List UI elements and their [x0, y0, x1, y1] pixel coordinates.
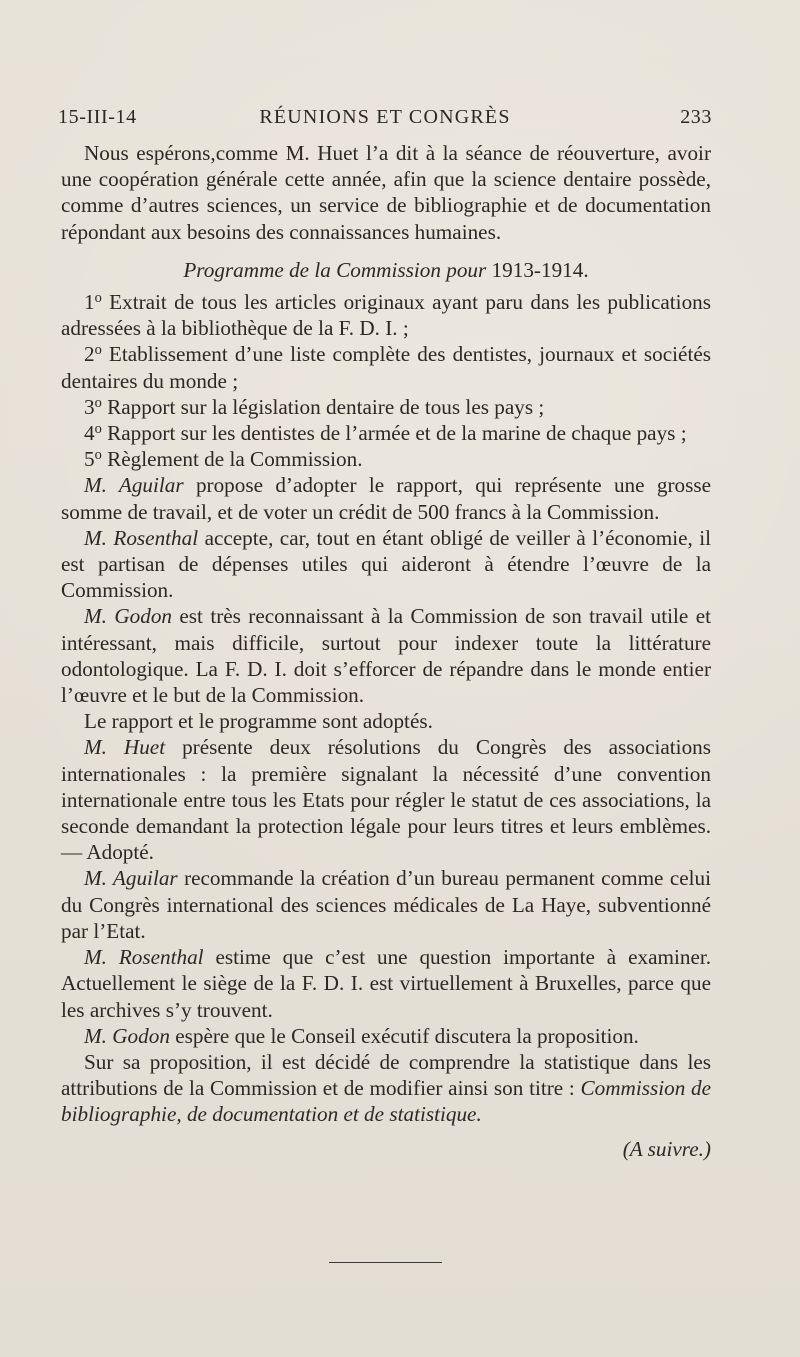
- program-item-text: Règlement de la Commission.: [107, 447, 363, 472]
- program-item-3: [61, 394, 711, 420]
- adoption-paragraph: [61, 708, 711, 734]
- speaker-statement: présente deux résolutions du Congrès des associations internationales : la première signalant la nécessité d’une convention internationale entre tous les Etats pour régler le statut de ces associations, la seconde demandant la protection légale pour leurs titres et leurs emblèmes. — Adopté.: [61, 735, 711, 865]
- program-item-2: [61, 341, 711, 393]
- final-paragraph-text: Sur sa proposition, il est décidé de comprendre la statistique dans les attributions de la Commission et de modifier ainsi son titre :: [61, 1049, 711, 1101]
- program-item-number: 3: [84, 394, 95, 419]
- program-item-text: Extrait de tous les articles originaux ayant paru dans les publications adressées à la bibliothèque de la F. D. I. ;: [61, 290, 712, 341]
- program-item-5: [61, 446, 711, 472]
- ordinal-marker: o: [94, 289, 102, 306]
- program-item-number: 4: [84, 421, 95, 446]
- article-body: [61, 140, 711, 1162]
- ordinal-marker: o: [94, 342, 102, 359]
- to-be-continued-note: [61, 1136, 711, 1162]
- discussion-paragraph: [61, 734, 711, 865]
- discussion-paragraph: [61, 865, 711, 944]
- speaker-name: M. Godon: [84, 604, 173, 629]
- ordinal-marker: o: [94, 447, 102, 464]
- discussion-paragraph: [61, 944, 711, 1023]
- program-item-text: Rapport sur la législation dentaire de tous les pays ;: [107, 394, 545, 419]
- header-date: 15-III-14: [58, 106, 137, 128]
- discussion-paragraph: [61, 525, 711, 604]
- program-heading-years: 1913-1914.: [491, 257, 589, 282]
- speaker-name: M. Aguilar: [84, 866, 178, 891]
- program-heading: [61, 257, 711, 283]
- speaker-name: M. Huet: [84, 735, 166, 760]
- program-item-text: Etablissement d’une liste complète des dentistes, journaux et sociétés dentaires du monde ;: [61, 342, 711, 393]
- adoption-statement: Le rapport et le programme sont adoptés.: [84, 709, 433, 734]
- speaker-name: M. Aguilar: [84, 473, 184, 498]
- speaker-statement: est très reconnaissant à la Commission de son travail utile et intéressant, mais difficile, surtout pour indexer toute la littérature odontologique. La F. D. I. doit s’efforcer de répandre dans le monde entier l’œuvre et le but de la Commission.: [61, 604, 712, 708]
- final-paragraph: [61, 1049, 711, 1128]
- to-be-continued-text: (A suivre.): [622, 1136, 711, 1161]
- discussion-paragraph: [61, 603, 711, 708]
- program-item-text: Rapport sur les dentistes de l’armée et de la marine de chaque pays ;: [107, 421, 687, 446]
- ordinal-marker: o: [94, 420, 102, 437]
- discussion-paragraph: [61, 472, 711, 524]
- commission-new-title: Commission de bibliographie, de documentation et de statistique.: [61, 1076, 712, 1127]
- ordinal-marker: o: [94, 394, 102, 411]
- program-item-1: [61, 289, 711, 341]
- speaker-statement: espère que le Conseil exécutif discutera la proposition.: [175, 1023, 639, 1048]
- program-heading-title: Programme de la Commission pour: [183, 257, 487, 282]
- speaker-statement: recommande la création d’un bureau permanent comme celui du Congrès international des sciences médicales de La Haye, subventionné par l’Etat.: [61, 866, 712, 943]
- speaker-name: M. Godon: [84, 1023, 170, 1048]
- program-item-number: 5: [84, 447, 95, 472]
- discussion-paragraph: [61, 1023, 711, 1049]
- program-item-number: 1: [84, 290, 95, 315]
- header-section-title: RÉUNIONS ET CONGRÈS: [259, 106, 511, 128]
- speaker-name: M. Rosenthal: [84, 945, 204, 970]
- section-end-rule: [329, 1262, 442, 1263]
- intro-paragraph: Nous espérons,comme M. Huet l’a dit à la séance de réouverture, avoir une coopération générale cette année, afin que la science dentaire possède, comme d’autres sciences, un service de bibliographie et de documentation répondant aux besoins des connaissances humaines.: [61, 141, 711, 244]
- speaker-statement: estime que c’est une question importante à examiner. Actuellement le siège de la F. D. I. est virtuellement à Bruxelles, parce que les archives s’y trouvent.: [61, 945, 712, 1022]
- program-item-4: [61, 420, 711, 446]
- page-header: [58, 106, 712, 134]
- program-item-number: 2: [84, 342, 95, 367]
- page-number: 233: [680, 106, 712, 128]
- speaker-statement: accepte, car, tout en étant obligé de veiller à l’économie, il est partisan de dépenses utiles qui aideront à étendre l’œuvre de la Commission.: [61, 525, 712, 603]
- speaker-name: M. Rosenthal: [84, 525, 199, 550]
- speaker-statement: propose d’adopter le rapport, qui représente une grosse somme de travail, et de voter un crédit de 500 francs à la Commission.: [61, 473, 711, 524]
